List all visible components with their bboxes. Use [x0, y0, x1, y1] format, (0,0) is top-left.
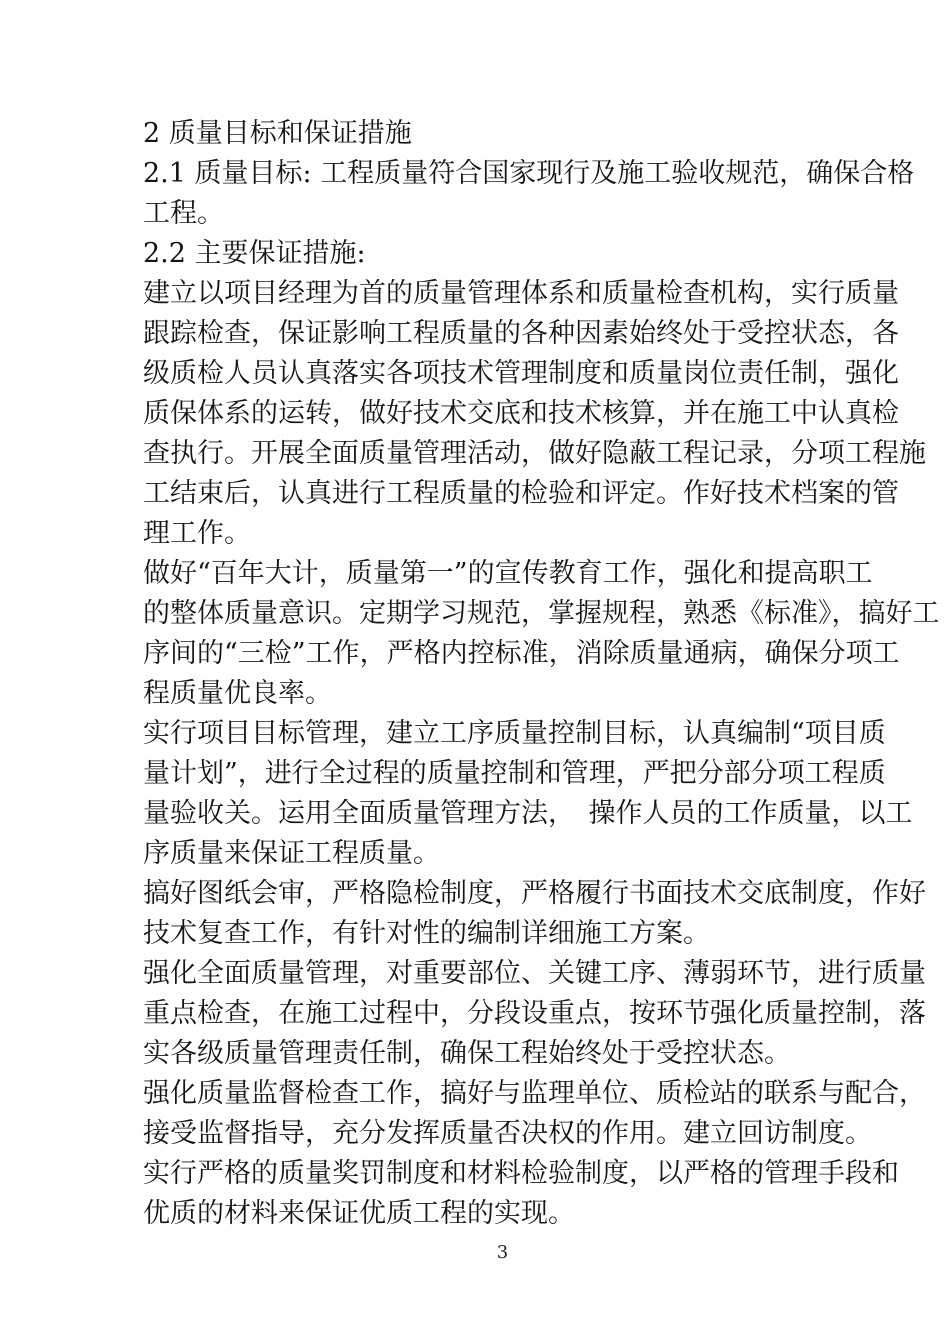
text-line: 工程。	[143, 198, 224, 229]
text-line: 搞好图纸会审，严格隐检制度，严格履行书面技术交底制度，作好	[143, 878, 926, 909]
text-line: 接受监督指导，充分发挥质量否决权的作用。建立回访制度。	[143, 1118, 872, 1149]
text-line: 技术复查工作，有针对性的编制详细施工方案。	[143, 918, 710, 949]
text-line: 2 质量目标和保证措施	[143, 118, 412, 149]
text-line: 跟踪检查，保证影响工程质量的各种因素始终处于受控状态，各	[143, 318, 899, 349]
text-line: 序间的“三检”工作，严格内控标准，消除质量通病，确保分项工	[143, 638, 900, 669]
page-number: 3	[496, 1242, 509, 1263]
text-line: 2.2 主要保证措施:	[143, 238, 366, 269]
text-line: 量验收关。运用全面质量管理方法， 操作人员的工作质量，以工	[143, 798, 913, 829]
text-line: 建立以项目经理为首的质量管理体系和质量检查机构，实行质量	[143, 278, 899, 309]
text-line: 强化全面质量管理，对重要部位、关键工序、薄弱环节，进行质量	[143, 958, 926, 989]
text-line: 的整体质量意识。定期学习规范，掌握规程，熟悉《标准》，搞好工	[143, 598, 940, 629]
text-line: 强化质量监督检查工作，搞好与监理单位、质检站的联系与配合，	[143, 1078, 926, 1109]
text-line: 程质量优良率。	[143, 678, 332, 709]
text-line: 质保体系的运转，做好技术交底和技术核算，并在施工中认真检	[143, 398, 899, 429]
text-line: 2.1 质量目标: 工程质量符合国家现行及施工验收规范，确保合格	[143, 158, 915, 189]
text-line: 序质量来保证工程质量。	[143, 838, 440, 869]
text-line: 量计划”，进行全过程的质量控制和管理，严把分部分项工程质	[143, 758, 886, 789]
text-line: 级质检人员认真落实各项技术管理制度和质量岗位责任制，强化	[143, 358, 899, 389]
text-line: 优质的材料来保证优质工程的实现。	[143, 1198, 575, 1229]
text-line: 实各级质量管理责任制，确保工程始终处于受控状态。	[143, 1038, 791, 1069]
text-line: 重点检查，在施工过程中，分段设重点，按环节强化质量控制，落	[143, 998, 926, 1029]
text-line: 查执行。开展全面质量管理活动，做好隐蔽工程记录，分项工程施	[143, 438, 926, 469]
text-line: 做好“百年大计，质量第一”的宣传教育工作，强化和提高职工	[143, 558, 873, 589]
text-line: 实行项目目标管理，建立工序质量控制目标，认真编制“项目质	[143, 718, 886, 749]
text-line: 理工作。	[143, 518, 251, 549]
text-line: 实行严格的质量奖罚制度和材料检验制度，以严格的管理手段和	[143, 1158, 899, 1189]
text-line: 工结束后，认真进行工程质量的检验和评定。作好技术档案的管	[143, 478, 899, 509]
document-body	[143, 114, 940, 1234]
